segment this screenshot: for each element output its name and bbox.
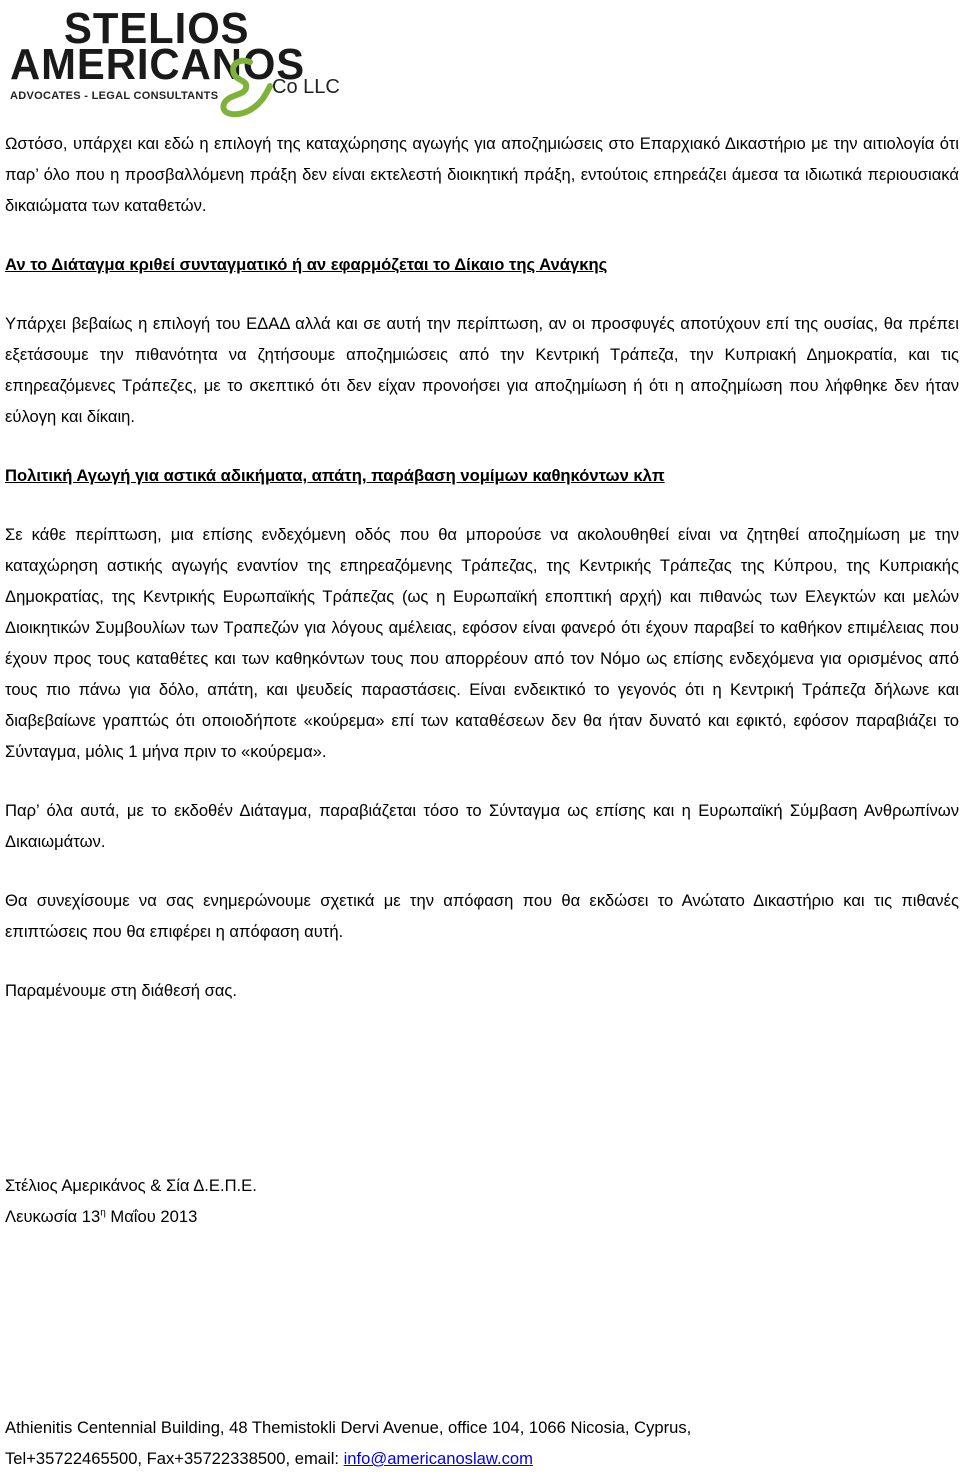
footer-contact-text: Tel+35722465500, Fax+35722338500, email: [5,1449,344,1468]
page-footer [5,1412,691,1474]
paragraph-1: Ωστόσο, υπάρχει και εδώ η επιλογή της καταχώρησης αγωγής για αποζημιώσεις στο Επαρχιακό Δικαστήριο με την αιτιολογία ότι παρ’ όλο που η προσβαλλόμενη πράξη δεν είναι εκτελεστή διοικητική πράξη, εντούτοις επηρεάζει άμεσα τα ιδιωτικά περιουσιακά δικαιώματα των καταθετών. [5,134,959,215]
logo-line-stelios: STELIOS [64,4,250,53]
logo-tagline: ADVOCATES - LEGAL CONSULTANTS [10,90,219,102]
firm-name: Στέλιος Αμερικάνος & Σία Δ.Ε.Π.Ε. [5,1176,257,1195]
place-date [5,1201,257,1232]
company-logo [10,4,340,116]
place-date-text: Λευκωσία 13 [5,1207,101,1226]
signature-block [5,1170,257,1232]
place-date-month: Μαΐου 2013 [105,1207,198,1226]
paragraph-4: Παρ’ όλα αυτά, με το εκδοθέν Διάταγμα, παραβιάζεται τόσο το Σύνταγμα ως επίσης και η Ευρωπαϊκή Σύμβαση Ανθρωπίνων Δικαιωμάτων. [5,801,959,851]
ampersand-logo-icon [210,56,280,118]
paragraph-2: Υπάρχει βεβαίως η επιλογή του ΕΔΑΔ αλλά και σε αυτή την περίπτωση, αν οι προσφυγές αποτύχουν επί της ουσίας, θα πρέπει εξετάσουμε την πιθανότητα να ζητήσουμε αποζημιώσεις από την Κεντρική Τράπεζα, την Κυπριακή Δημοκρατία, και τις επηρεαζόμενες Τράπεζες, με το σκεπτικό ότι δεν είχαν προνοήσει για αποζημίωση ή ότι η αποζημίωση που λήφθηκε δεν ήταν εύλογη και δίκαιη. [5,314,959,426]
logo-co-llc: Co LLC [272,76,340,98]
paragraph-5: Θα συνεχίσουμε να σας ενημερώνουμε σχετικά με την απόφαση που θα εκδώσει το Ανώτατο Δικαστήριο και τις πιθανές επιπτώσεις που θα επιφέρει η απόφαση αυτή. [5,891,959,941]
letter-body [5,128,959,1006]
section-heading-civil-action: Πολιτική Αγωγή για αστικά αδικήματα, απάτη, παράβαση νομίμων καθηκόντων κλπ [5,466,665,485]
date-superscript: η [100,1207,106,1219]
email-link[interactable]: info@americanoslaw.com [343,1449,533,1468]
footer-address: Athienitis Centennial Building, 48 Themistokli Dervi Avenue, office 104, 1066 Nicosia, Cyprus, [5,1418,692,1437]
paragraph-6: Παραμένουμε στη διάθεσή σας. [5,981,238,1000]
section-heading-constitutional: Αν το Διάταγμα κριθεί συνταγματικό ή αν εφαρμόζεται το Δίκαιο της Ανάγκης [5,255,608,274]
paragraph-3: Σε κάθε περίπτωση, μια επίσης ενδεχόμενη οδός που θα μπορούσε να ακολουθηθεί είναι να ζητηθεί αποζημίωση με την καταχώρηση αστικής αγωγής εναντίον της επηρεαζόμενης Τράπεζας, της Κεντρικής Τράπεζας της Κύπρου, της Κυπριακής Δημοκρατίας, της Κεντρικής Ευρωπαϊκής Τράπεζας (ως η Ευρωπαϊκή εποπτική αρχή) και πιθανώς των Ελεγκτών και μελών Διοικητικών Συμβουλίων των Τραπεζών για λόγους αμέλειας, εφόσον είναι φανερό ότι έχουν παραβεί το καθήκον επιμέλειας που έχουν προς τους καταθέτες και των καθηκόντων τους που απορρέουν από τον Νόμο ως επίσης ενδεχόμενα για ορισμένος από τους πιο πάνω για δόλο, απάτη, και ψευδείς παραστάσεις. Είναι ενδεικτικό το γεγονός ότι η Κεντρική Τράπεζα δήλωνε και διαβεβαίωνε γραπτώς ότι οποιοδήποτε «κούρεμα» επί των καταθέσεων δεν θα ήταν δυνατό και εφικτό, εφόσον παραβιάζει το Σύνταγμα, μόλις 1 μήνα πριν το «κούρεμα». [5,525,959,761]
logo-line-americanos: AMERICANOS [10,40,306,89]
footer-contact [5,1443,691,1474]
